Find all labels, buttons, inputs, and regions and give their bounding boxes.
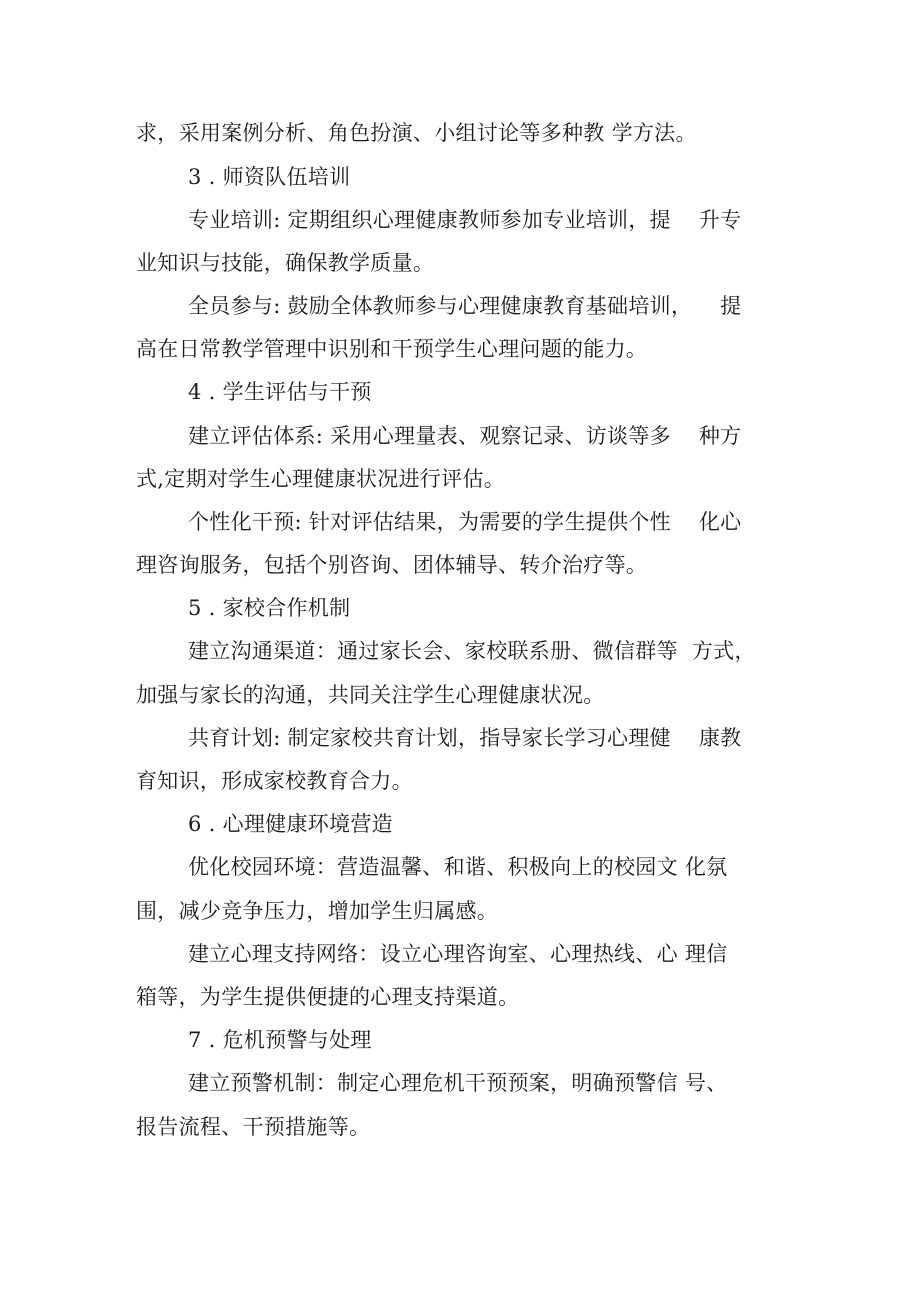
paragraph-full-participation-cont: 高在日常教学管理中识别和干预学生心理问题的能力。 bbox=[136, 337, 648, 361]
paragraph-professional-training-cont: 业知识与技能，确保教学质量。 bbox=[136, 251, 435, 275]
paragraph-assessment-system: 建立评估体系: 采用心理量表、观察记录、访谈等多 种方 bbox=[188, 424, 742, 448]
paragraph-support-network-cont: 箱等，为学生提供便捷的心理支持渠道。 bbox=[136, 985, 520, 1009]
section-heading-6: 6 . 心理健康环境营造 bbox=[188, 812, 393, 836]
paragraph-support-network: 建立心理支持网络：设立心理咨询室、心理热线、心 理信 bbox=[188, 942, 728, 966]
text-line-continuation: 求，采用案例分析、角色扮演、小组讨论等多种教 学方法。 bbox=[136, 121, 697, 145]
paragraph-warning-mechanism: 建立预警机制：制定心理危机干预预案，明确预警信 号、 bbox=[188, 1071, 728, 1095]
paragraph-communication-channels: 建立沟通渠道：通过家长会、家校联系册、微信群等 方式， bbox=[188, 639, 756, 663]
paragraph-warning-mechanism-cont: 报告流程、干预措施等。 bbox=[136, 1115, 371, 1139]
paragraph-campus-environment: 优化校园环境：营造温馨、和谐、积极向上的校园文 化氛 bbox=[188, 855, 728, 879]
section-heading-7: 7 . 危机预警与处理 bbox=[188, 1028, 372, 1052]
paragraph-communication-channels-cont: 加强与家长的沟通，共同关注学生心理健康状况。 bbox=[136, 683, 605, 707]
section-heading-5: 5 . 家校合作机制 bbox=[188, 596, 351, 620]
paragraph-professional-training: 专业培训: 定期组织心理健康教师参加专业培训，提 升专 bbox=[188, 208, 742, 232]
paragraph-co-education-plan-cont: 育知识，形成家校教育合力。 bbox=[136, 769, 413, 793]
paragraph-personalized-intervention: 个性化干预: 针对评估结果，为需要的学生提供个性 化心 bbox=[188, 510, 742, 534]
paragraph-personalized-intervention-cont: 理咨询服务，包括个别咨询、团体辅导、转介治疗等。 bbox=[136, 553, 648, 577]
paragraph-assessment-system-cont: 式,定期对学生心理健康状况进行评估。 bbox=[136, 467, 506, 491]
paragraph-campus-environment-cont: 围，减少竞争压力，增加学生归属感。 bbox=[136, 899, 499, 923]
section-heading-4: 4 . 学生评估与干预 bbox=[188, 380, 372, 404]
paragraph-full-participation: 全员参与: 鼓励全体教师参与心理健康教育基础培训， 提 bbox=[188, 294, 742, 318]
paragraph-co-education-plan: 共育计划: 制定家校共育计划，指导家长学习心理健 康教 bbox=[188, 726, 742, 750]
section-heading-3: 3 . 师资队伍培训 bbox=[188, 165, 351, 189]
